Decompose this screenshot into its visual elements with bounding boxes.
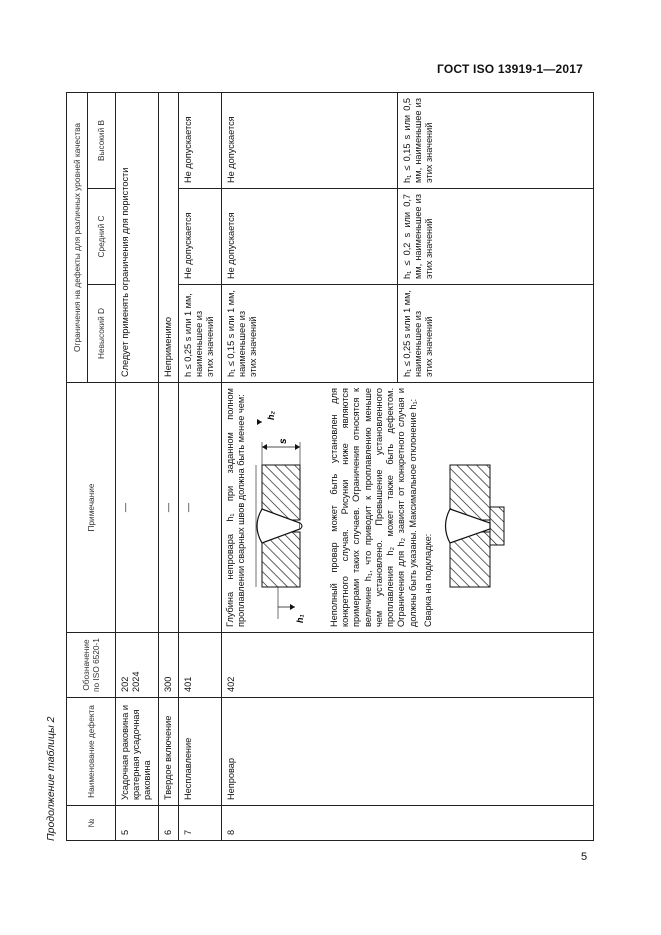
header-defect-name: Наименование дефекта <box>67 698 116 806</box>
header-level-d: Невысокий D <box>88 285 116 383</box>
label-h2: h₂ <box>265 411 276 420</box>
label-h1: h₁ <box>294 614 305 623</box>
row-number: 7 <box>178 806 221 841</box>
defect-note: — <box>116 383 159 633</box>
limit-level-d-full: h₁ ≤ 0,15 s или 1 мм, наименьшее из этих значений <box>222 285 398 382</box>
row-number: 6 <box>158 806 178 841</box>
document-code: ГОСТ ISO 13919-1—2017 <box>437 62 583 76</box>
limit-level-b: Не допускается <box>178 92 221 188</box>
defect-note-complex <box>221 383 593 633</box>
limit-level-d: h ≤ 0,25 s или 1 мм, наименьшее из этих значений <box>178 285 221 383</box>
limit-level-d-split <box>221 285 593 383</box>
table-row <box>178 92 221 840</box>
defects-table <box>66 92 594 841</box>
header-note: Примечание <box>67 383 116 633</box>
weld-on-backing-figure <box>440 389 518 627</box>
header-limits: Ограничения на дефекты для различных уровней качества <box>67 92 88 382</box>
page-number: 5 <box>581 851 588 863</box>
table-row <box>221 92 593 840</box>
limits-span-text: Следует применять ограничения для пористости <box>116 92 159 382</box>
table-row <box>158 92 178 840</box>
table-caption: Продолжение таблицы 2 <box>45 716 57 841</box>
note-paragraph-1: Глубина непровара h₁ при заданном полном проплавлении сварных швов должна быть менее чем: <box>224 388 246 627</box>
header-level-c: Средний C <box>88 189 116 285</box>
defect-note: — <box>158 383 178 633</box>
note-paragraph-3: Сварка на подкладке: <box>422 533 433 627</box>
header-level-b: Высокий B <box>88 92 116 188</box>
label-s: s <box>277 438 289 444</box>
limits-span-text: Неприменимо <box>158 92 178 382</box>
defect-designation: 402 <box>221 633 593 698</box>
defect-designation: 202 2024 <box>116 633 159 698</box>
limit-level-c-full: Не допускается <box>222 189 398 284</box>
note-paragraph-2: Неполный провар может быть установлен для конкретного случая. Рисунки ниже являются примерами таких случаев. Ограничения относятся к величине h₁, что приводит к проплавлению меньше чем установлено. Превышение установленного проплавления h₂ может также быть дефектом. Ограничения для h₂ зависят от конкретного случая и должны быть указаны. Максимальное отклонение h₁: <box>328 388 418 627</box>
defect-designation: 401 <box>178 633 221 698</box>
row-number: 8 <box>221 806 593 841</box>
defect-note: — <box>178 383 221 633</box>
defect-designation: 300 <box>158 633 178 698</box>
limit-level-b-partial: h₁ ≤ 0,15 s или 0,5 мм, наименьшее из этих значений <box>401 97 434 183</box>
defect-name: Усадочная раковина и кратерная усадочная раковина <box>116 698 159 806</box>
table-row <box>116 92 159 840</box>
limit-level-b-split <box>221 92 593 188</box>
limit-level-d-partial: h₁ ≤ 0,25 s или 1 мм, наименьшее из этих значений <box>401 290 434 377</box>
weld-full-penetration-figure <box>248 389 326 627</box>
table-header-row <box>67 92 88 840</box>
header-no: № <box>67 806 116 841</box>
limit-level-b-full: Не допускается <box>222 93 398 188</box>
limit-level-c-partial: h₁ ≤ 0,2 s или 0,7 мм, наименьшее из этих значений <box>401 194 434 279</box>
row-number: 5 <box>116 806 159 841</box>
rotated-page-content <box>45 93 587 841</box>
defect-name: Твердое включение <box>158 698 178 806</box>
landscape-table-area <box>45 93 587 841</box>
header-designation: Обозначение по ISO 6520-1 <box>67 633 116 698</box>
limit-level-c-split <box>221 189 593 285</box>
defect-name: Непровар <box>221 698 593 806</box>
defect-name: Несплавление <box>178 698 221 806</box>
limit-level-c: Не допускается <box>178 189 221 285</box>
